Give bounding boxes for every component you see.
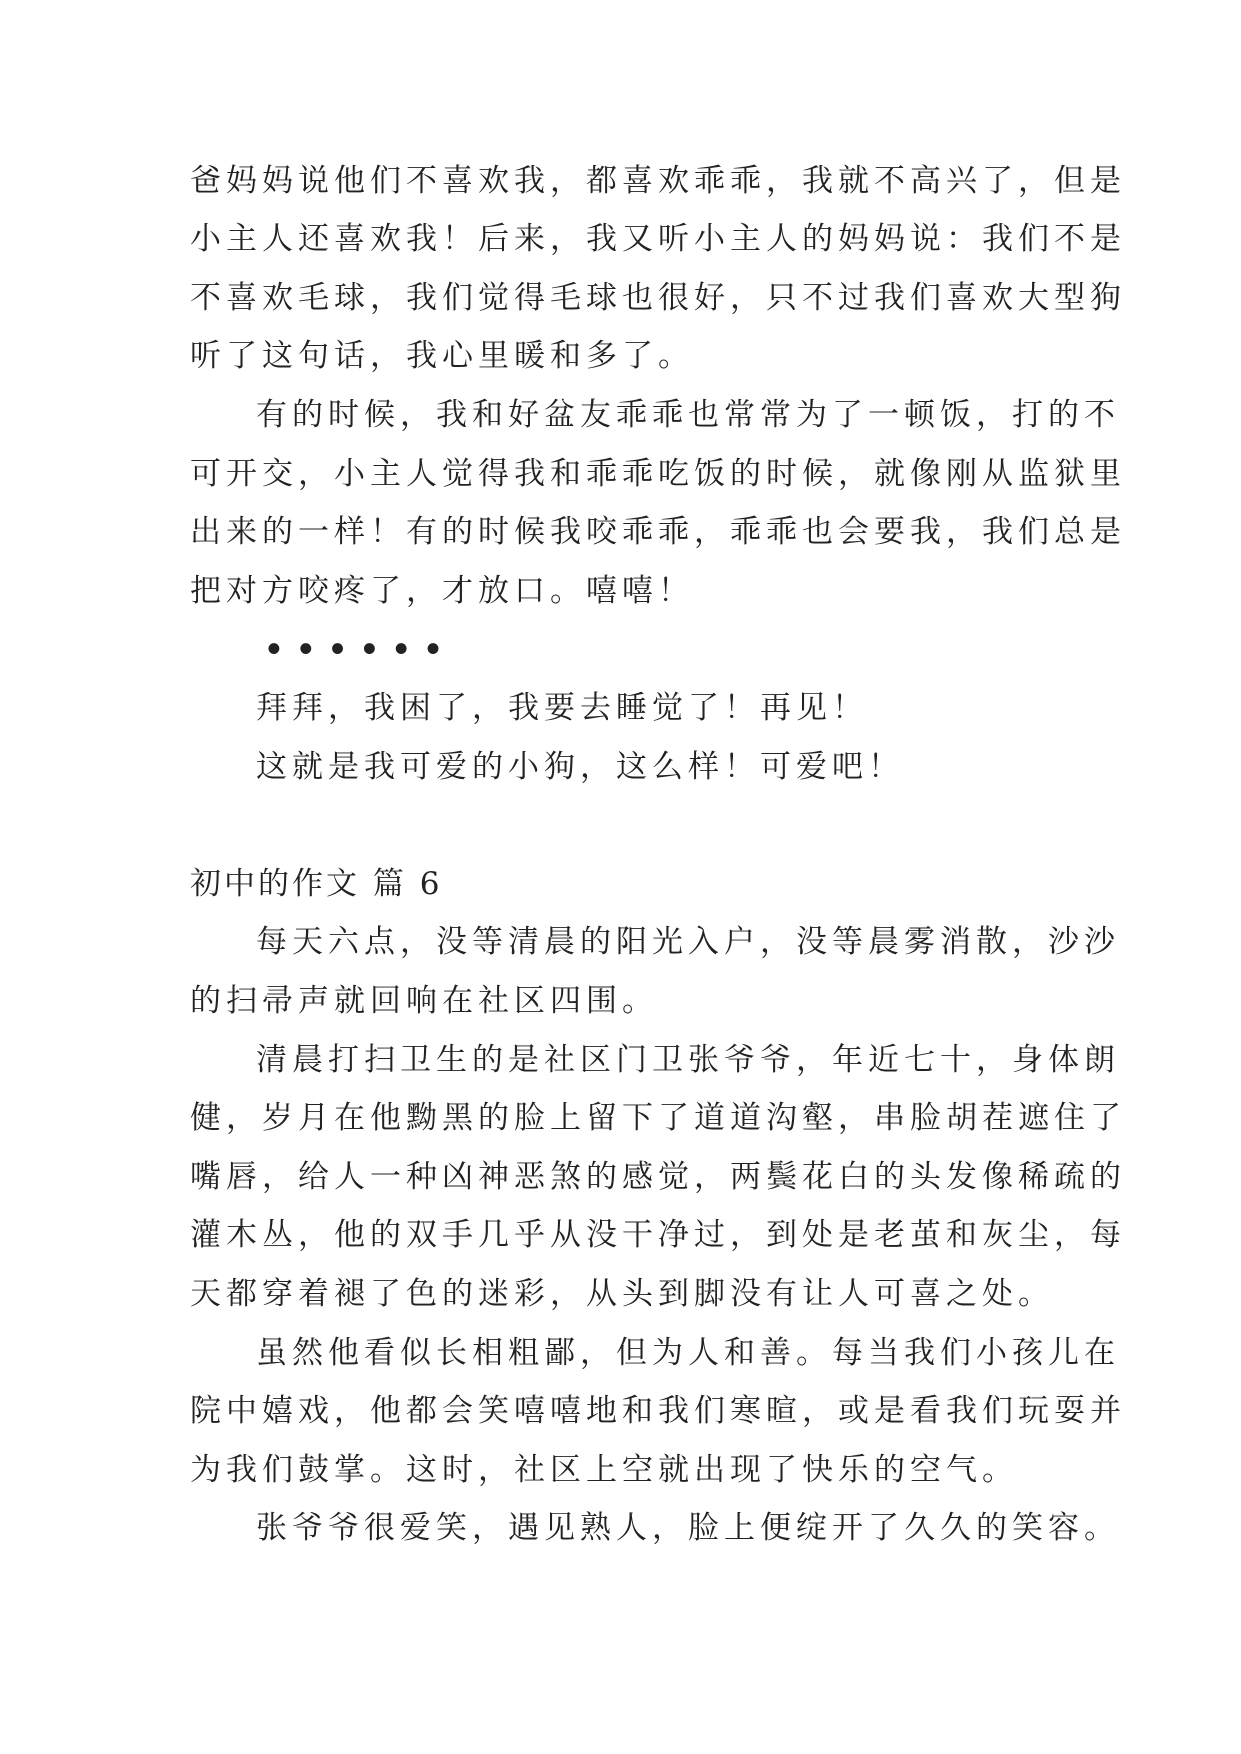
paragraph-line: 可开交，小主人觉得我和乖乖吃饭的时候，就像刚从监狱里 (190, 456, 1126, 492)
paragraph-line: 为我们鼓掌。这时，社区上空就出现了快乐的空气。 (190, 1452, 1018, 1488)
paragraph-line: 院中嬉戏，他都会笑嘻嘻地和我们寒暄，或是看我们玩耍并 (190, 1393, 1126, 1429)
paragraph-line: 天都穿着褪了色的迷彩，从头到脚没有让人可喜之处。 (190, 1276, 1054, 1312)
ellipsis-dots: •••••• (264, 632, 455, 668)
paragraph-line: 出来的一样！有的时候我咬乖乖，乖乖也会要我，我们总是 (190, 514, 1126, 550)
paragraph-line: 小主人还喜欢我！后来，我又听小主人的妈妈说：我们不是 (190, 221, 1126, 257)
paragraph-line: 清晨打扫卫生的是社区门卫张爷爷，年近七十，身体朗 (256, 1042, 1120, 1078)
paragraph-line: 拜拜，我困了，我要去睡觉了！再见！ (256, 690, 868, 726)
paragraph-line: 张爷爷很爱笑，遇见熟人，脸上便绽开了久久的笑容。 (256, 1510, 1120, 1546)
paragraph-line: 每天六点，没等清晨的阳光入户，没等晨雾消散，沙沙 (256, 924, 1120, 960)
paragraph-line: 虽然他看似长相粗鄙，但为人和善。每当我们小孩儿在 (256, 1335, 1120, 1371)
paragraph-line: 的扫帚声就回响在社区四围。 (190, 983, 658, 1019)
paragraph-line: 爸妈妈说他们不喜欢我，都喜欢乖乖，我就不高兴了，但是 (190, 163, 1126, 199)
section-heading: 初中的作文 篇 6 (190, 866, 443, 902)
paragraph-line: 把对方咬疼了，才放口。嘻嘻！ (190, 573, 694, 609)
paragraph-line: 健，岁月在他黝黑的脸上留下了道道沟壑，串脸胡茬遮住了 (190, 1100, 1126, 1136)
paragraph-line: 有的时候，我和好盆友乖乖也常常为了一顿饭，打的不 (256, 397, 1120, 433)
paragraph-line: 这就是我可爱的小狗，这么样！可爱吧！ (256, 749, 904, 785)
paragraph-line: 听了这句话，我心里暖和多了。 (190, 338, 694, 374)
paragraph-line: 不喜欢毛球，我们觉得毛球也很好，只不过我们喜欢大型狗 (190, 280, 1126, 316)
paragraph-line: 嘴唇，给人一种凶神恶煞的感觉，两鬓花白的头发像稀疏的 (190, 1159, 1126, 1195)
paragraph-line: 灌木丛，他的双手几乎从没干净过，到处是老茧和灰尘，每 (190, 1217, 1126, 1253)
